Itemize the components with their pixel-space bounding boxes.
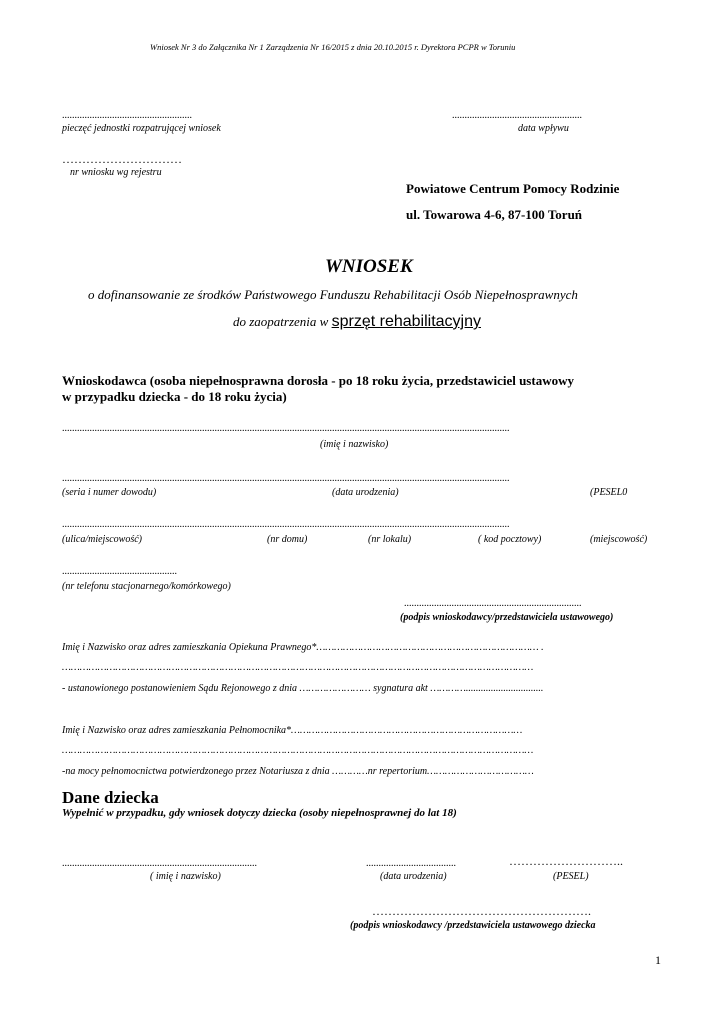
child-name-label: ( imię i nazwisko) (150, 871, 221, 882)
child-name-dots: .............................................................................. (62, 858, 257, 869)
applicant-signature-dots: ....................................................................... (404, 598, 582, 609)
flat-number-label: (nr lokalu) (368, 534, 412, 545)
child-birth-dots: .................................... (366, 858, 456, 869)
child-data-heading: Dane dziecka (62, 788, 159, 807)
stamp-label: pieczęć jednostki rozpatrującej wniosek (62, 123, 221, 134)
child-pesel-label: (PESEL) (553, 871, 589, 882)
child-birth-label: (data urodzenia) (380, 871, 447, 882)
applicant-heading: Wnioskodawca (osoba niepełnosprawna dorosła - po 18 roku życia, przedstawiciel ustawowy (62, 373, 574, 388)
phone-dots: .............................................. (62, 566, 177, 577)
street-label: (ulica/miejscowość) (62, 534, 142, 545)
name-label: (imię i nazwisko) (320, 439, 389, 450)
addressee-name: Powiatowe Centrum Pomocy Rodzinie (406, 181, 620, 196)
house-number-label: (nr domu) (267, 534, 308, 545)
phone-label: (nr telefonu stacjonarnego/komórkowego) (62, 581, 231, 592)
applicant-signature-label: (podpis wnioskodawcy/przedstawiciela ustawowego) (400, 612, 614, 623)
birth-date-label: (data urodzenia) (332, 487, 399, 498)
postcode-label: ( kod pocztowy) (478, 534, 542, 545)
equipment-type: sprzęt rehabilitacyjny (331, 313, 481, 330)
child-pesel-dots: ……………………….. (509, 854, 623, 868)
document-subtitle: o dofinansowanie ze środków Państwowego Funduszu Rehabilitacji Osób Niepełnosprawnych (88, 287, 578, 302)
notary-line: -na mocy pełnomocnictwa potwierdzonego przez Notariusza z dnia …………nr repertorium……………………………… (62, 766, 534, 777)
page-number: 1 (655, 953, 661, 967)
document-header: Wniosek Nr 3 do Załącznika Nr 1 Zarządzenia Nr 16/2015 z dnia 20.10.2015 r. Dyrektora PCPR w Toruniu (150, 42, 516, 52)
child-data-note: Wypełnić w przypadku, gdy wniosek dotyczy dziecka (osoby niepełnosprawnej do lat 18) (62, 807, 457, 819)
city-label: (miejscowość) (590, 534, 648, 545)
subtitle-prefix: do zaopatrzenia w (233, 314, 332, 329)
court-order-line: - ustanowionego postanowieniem Sądu Rejonowego z dnia …………………… sygnatura akt …………............................... (62, 683, 544, 694)
applicant-heading-cont: w przypadku dziecka - do 18 roku życia) (62, 389, 287, 404)
address-line: ................................................................................................................................................................................... (62, 520, 510, 530)
document-title: WNIOSEK (325, 256, 413, 277)
proxy-line: Imię i Nazwisko oraz adres zamieszkania Pełnomocnika*…………………………………………………………………… (62, 725, 523, 736)
child-signature-label: (podpis wnioskodawcy /przedstawiciela ustawowego dziecka (350, 920, 596, 931)
guardian-line-cont: …………………………………………………………………………………………………………………………………………… (62, 662, 534, 673)
id-label: (seria i numer dowodu) (62, 487, 157, 498)
document-subtitle-2 (233, 314, 481, 330)
guardian-line: Imię i Nazwisko oraz adres zamieszkania Opiekuna Prawnego*………………………………………………………………… . (62, 642, 544, 653)
id-line: ................................................................................................................................................................................... (62, 474, 510, 484)
pesel-label: (PESEL0 (590, 487, 628, 498)
proxy-line-cont: …………………………………………………………………………………………………………………………………………… (62, 745, 534, 756)
addressee-address: ul. Towarowa 4-6, 87-100 Toruń (406, 207, 583, 222)
receipt-date-dots: .................................................... (452, 110, 582, 121)
stamp-dots: .................................................... (62, 110, 192, 121)
register-number-label: nr wniosku wg rejestru (70, 167, 162, 178)
receipt-date-label: data wpływu (518, 123, 569, 134)
name-line: ................................................................................................................................................................................... (62, 424, 510, 434)
child-signature-dots: ………………………………………………. (372, 904, 591, 918)
register-number-dots: ………………………… (62, 152, 182, 166)
